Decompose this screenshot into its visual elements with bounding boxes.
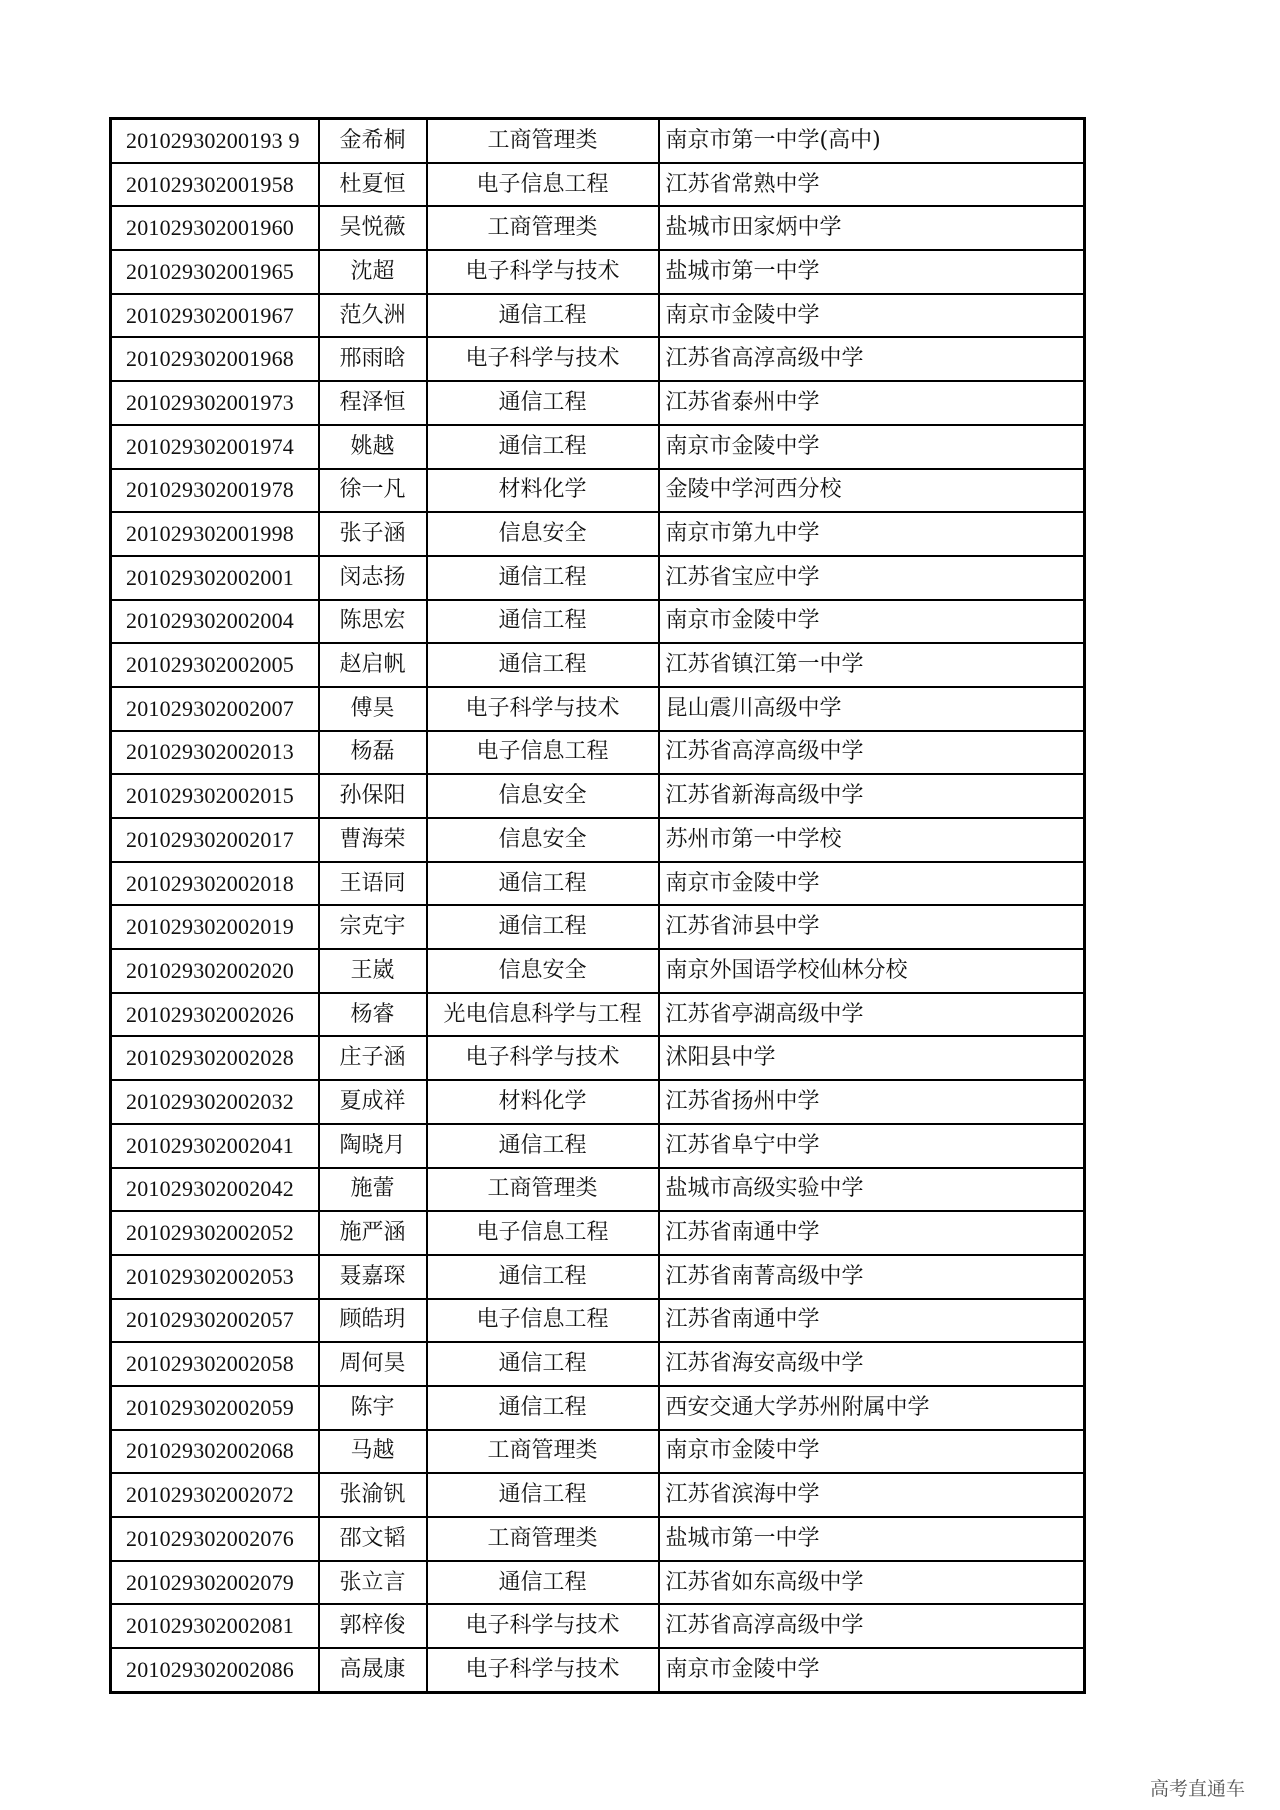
major-cell: 电子科学与技术 [427,1648,659,1692]
candidate-id-cell: 201029302002076 [111,1517,319,1561]
school-cell: 江苏省海安高级中学 [659,1342,1085,1386]
candidate-id-cell: 201029302001968 [111,337,319,381]
major-cell: 工商管理类 [427,206,659,250]
table-row [111,1517,1085,1561]
school-cell: 南京外国语学校仙林分校 [659,949,1085,993]
candidate-id-cell: 201029302002001 [111,556,319,600]
candidate-id-cell: 201029302001967 [111,294,319,338]
school-cell: 江苏省南通中学 [659,1211,1085,1255]
major-cell: 电子信息工程 [427,1211,659,1255]
candidate-id-cell: 201029302002057 [111,1299,319,1343]
candidate-id-cell: 201029302002072 [111,1473,319,1517]
major-cell: 电子信息工程 [427,1299,659,1343]
major-cell: 信息安全 [427,774,659,818]
student-name-cell: 曹海荣 [319,818,427,862]
table-row [111,774,1085,818]
student-name-cell: 沈超 [319,250,427,294]
major-cell: 通信工程 [427,905,659,949]
major-cell: 通信工程 [427,1473,659,1517]
table-row [111,556,1085,600]
table-row [111,1124,1085,1168]
student-name-cell: 吴悦薇 [319,206,427,250]
school-cell: 金陵中学河西分校 [659,469,1085,513]
student-name-cell: 施蕾 [319,1168,427,1212]
student-name-cell: 庄子涵 [319,1036,427,1080]
table-row [111,294,1085,338]
major-cell: 通信工程 [427,862,659,906]
major-cell: 信息安全 [427,818,659,862]
table-row [111,643,1085,687]
school-cell: 江苏省新海高级中学 [659,774,1085,818]
school-cell: 江苏省南菁高级中学 [659,1255,1085,1299]
school-cell: 南京市金陵中学 [659,425,1085,469]
candidate-id-cell: 201029302002081 [111,1604,319,1648]
student-name-cell: 程泽恒 [319,381,427,425]
table-row [111,1561,1085,1605]
candidate-id-cell: 201029302002032 [111,1080,319,1124]
school-cell: 西安交通大学苏州附属中学 [659,1386,1085,1430]
student-name-cell: 施严涵 [319,1211,427,1255]
candidate-id-cell: 201029302002005 [111,643,319,687]
candidate-id-cell: 201029302002018 [111,862,319,906]
table-row [111,818,1085,862]
table-row [111,1604,1085,1648]
admission-roster-table [109,117,1086,1694]
major-cell: 通信工程 [427,1342,659,1386]
school-cell: 江苏省高淳高级中学 [659,731,1085,775]
major-cell: 电子科学与技术 [427,687,659,731]
candidate-id-cell: 201029302002026 [111,993,319,1037]
candidate-id-cell: 201029302002086 [111,1648,319,1692]
major-cell: 工商管理类 [427,1168,659,1212]
school-cell: 南京市第九中学 [659,512,1085,556]
major-cell: 通信工程 [427,643,659,687]
major-cell: 通信工程 [427,294,659,338]
candidate-id-cell: 201029302002052 [111,1211,319,1255]
student-name-cell: 姚越 [319,425,427,469]
school-cell: 昆山震川高级中学 [659,687,1085,731]
candidate-id-cell: 201029302002053 [111,1255,319,1299]
candidate-id-cell: 201029302001974 [111,425,319,469]
student-name-cell: 张子涵 [319,512,427,556]
major-cell: 工商管理类 [427,1517,659,1561]
table-row [111,905,1085,949]
major-cell: 信息安全 [427,512,659,556]
school-cell: 盐城市高级实验中学 [659,1168,1085,1212]
candidate-id-cell: 201029302002058 [111,1342,319,1386]
table-row [111,1386,1085,1430]
table-row [111,1473,1085,1517]
school-cell: 江苏省高淳高级中学 [659,1604,1085,1648]
student-name-cell: 宗克宇 [319,905,427,949]
table-row [111,687,1085,731]
candidate-id-cell: 201029302002041 [111,1124,319,1168]
table-row [111,1255,1085,1299]
table-row [111,600,1085,644]
student-name-cell: 王语同 [319,862,427,906]
student-name-cell: 马越 [319,1430,427,1474]
candidate-id-cell: 201029302002013 [111,731,319,775]
table-row [111,512,1085,556]
table-row [111,1036,1085,1080]
candidate-id-cell: 201029302002028 [111,1036,319,1080]
table-row [111,381,1085,425]
candidate-id-cell: 201029302001965 [111,250,319,294]
school-cell: 江苏省南通中学 [659,1299,1085,1343]
school-cell: 江苏省泰州中学 [659,381,1085,425]
candidate-id-cell: 201029302001998 [111,512,319,556]
major-cell: 电子科学与技术 [427,250,659,294]
major-cell: 电子科学与技术 [427,337,659,381]
student-name-cell: 杨磊 [319,731,427,775]
table-row [111,119,1085,163]
table-row [111,1080,1085,1124]
student-name-cell: 高晟康 [319,1648,427,1692]
school-cell: 江苏省如东高级中学 [659,1561,1085,1605]
school-cell: 盐城市田家炳中学 [659,206,1085,250]
student-name-cell: 陶晓月 [319,1124,427,1168]
major-cell: 工商管理类 [427,1430,659,1474]
table-row [111,949,1085,993]
school-cell: 盐城市第一中学 [659,250,1085,294]
student-name-cell: 郭梓俊 [319,1604,427,1648]
table-row [111,731,1085,775]
table-row [111,163,1085,207]
candidate-id-cell: 201029302002017 [111,818,319,862]
school-cell: 江苏省高淳高级中学 [659,337,1085,381]
candidate-id-cell: 201029302002004 [111,600,319,644]
school-cell: 江苏省宝应中学 [659,556,1085,600]
student-name-cell: 杨睿 [319,993,427,1037]
student-name-cell: 范久洲 [319,294,427,338]
student-name-cell: 傅昊 [319,687,427,731]
major-cell: 通信工程 [427,425,659,469]
major-cell: 信息安全 [427,949,659,993]
student-name-cell: 邵文韬 [319,1517,427,1561]
student-name-cell: 陈思宏 [319,600,427,644]
school-cell: 沭阳县中学 [659,1036,1085,1080]
student-name-cell: 聂嘉琛 [319,1255,427,1299]
school-cell: 江苏省沛县中学 [659,905,1085,949]
table-row [111,862,1085,906]
school-cell: 江苏省亭湖高级中学 [659,993,1085,1037]
candidate-id-cell: 201029302002079 [111,1561,319,1605]
major-cell: 光电信息科学与工程 [427,993,659,1037]
table-row [111,469,1085,513]
major-cell: 电子信息工程 [427,163,659,207]
student-name-cell: 张渝钒 [319,1473,427,1517]
major-cell: 通信工程 [427,556,659,600]
candidate-id-cell: 20102930200193 9 [111,119,319,163]
student-name-cell: 邢雨晗 [319,337,427,381]
candidate-id-cell: 201029302002068 [111,1430,319,1474]
school-cell: 南京市金陵中学 [659,600,1085,644]
school-cell: 南京市金陵中学 [659,862,1085,906]
major-cell: 通信工程 [427,600,659,644]
major-cell: 通信工程 [427,381,659,425]
major-cell: 电子信息工程 [427,731,659,775]
school-cell: 南京市第一中学(高中) [659,119,1085,163]
table-row [111,1211,1085,1255]
major-cell: 通信工程 [427,1255,659,1299]
school-cell: 江苏省扬州中学 [659,1080,1085,1124]
student-name-cell: 顾皓玥 [319,1299,427,1343]
school-cell: 苏州市第一中学校 [659,818,1085,862]
candidate-id-cell: 201029302002007 [111,687,319,731]
candidate-id-cell: 201029302001973 [111,381,319,425]
candidate-id-cell: 201029302002042 [111,1168,319,1212]
candidate-id-cell: 201029302002015 [111,774,319,818]
student-name-cell: 陈宇 [319,1386,427,1430]
candidate-id-cell: 201029302001958 [111,163,319,207]
table-row [111,1342,1085,1386]
roster-body [111,119,1085,1693]
school-cell: 江苏省阜宁中学 [659,1124,1085,1168]
major-cell: 电子科学与技术 [427,1036,659,1080]
student-name-cell: 周何昊 [319,1342,427,1386]
major-cell: 通信工程 [427,1561,659,1605]
student-name-cell: 赵启帆 [319,643,427,687]
school-cell: 南京市金陵中学 [659,294,1085,338]
major-cell: 通信工程 [427,1386,659,1430]
table-row [111,993,1085,1037]
student-name-cell: 王崴 [319,949,427,993]
school-cell: 盐城市第一中学 [659,1517,1085,1561]
candidate-id-cell: 201029302002019 [111,905,319,949]
student-name-cell: 孙保阳 [319,774,427,818]
school-cell: 南京市金陵中学 [659,1648,1085,1692]
student-name-cell: 徐一凡 [319,469,427,513]
student-name-cell: 夏成祥 [319,1080,427,1124]
table-row [111,1430,1085,1474]
candidate-id-cell: 201029302001960 [111,206,319,250]
student-name-cell: 闵志扬 [319,556,427,600]
table-row [111,425,1085,469]
school-cell: 江苏省滨海中学 [659,1473,1085,1517]
table-row [111,1299,1085,1343]
student-name-cell: 金希桐 [319,119,427,163]
table-row [111,250,1085,294]
major-cell: 工商管理类 [427,119,659,163]
candidate-id-cell: 201029302002020 [111,949,319,993]
candidate-id-cell: 201029302001978 [111,469,319,513]
school-cell: 江苏省镇江第一中学 [659,643,1085,687]
candidate-id-cell: 201029302002059 [111,1386,319,1430]
table-row [111,337,1085,381]
school-cell: 南京市金陵中学 [659,1430,1085,1474]
student-name-cell: 杜夏恒 [319,163,427,207]
student-name-cell: 张立言 [319,1561,427,1605]
major-cell: 材料化学 [427,469,659,513]
major-cell: 电子科学与技术 [427,1604,659,1648]
table-row [111,1648,1085,1692]
school-cell: 江苏省常熟中学 [659,163,1085,207]
table-row [111,1168,1085,1212]
table-row [111,206,1085,250]
watermark-text: 高考直通车 [1150,1778,1246,1800]
major-cell: 通信工程 [427,1124,659,1168]
major-cell: 材料化学 [427,1080,659,1124]
